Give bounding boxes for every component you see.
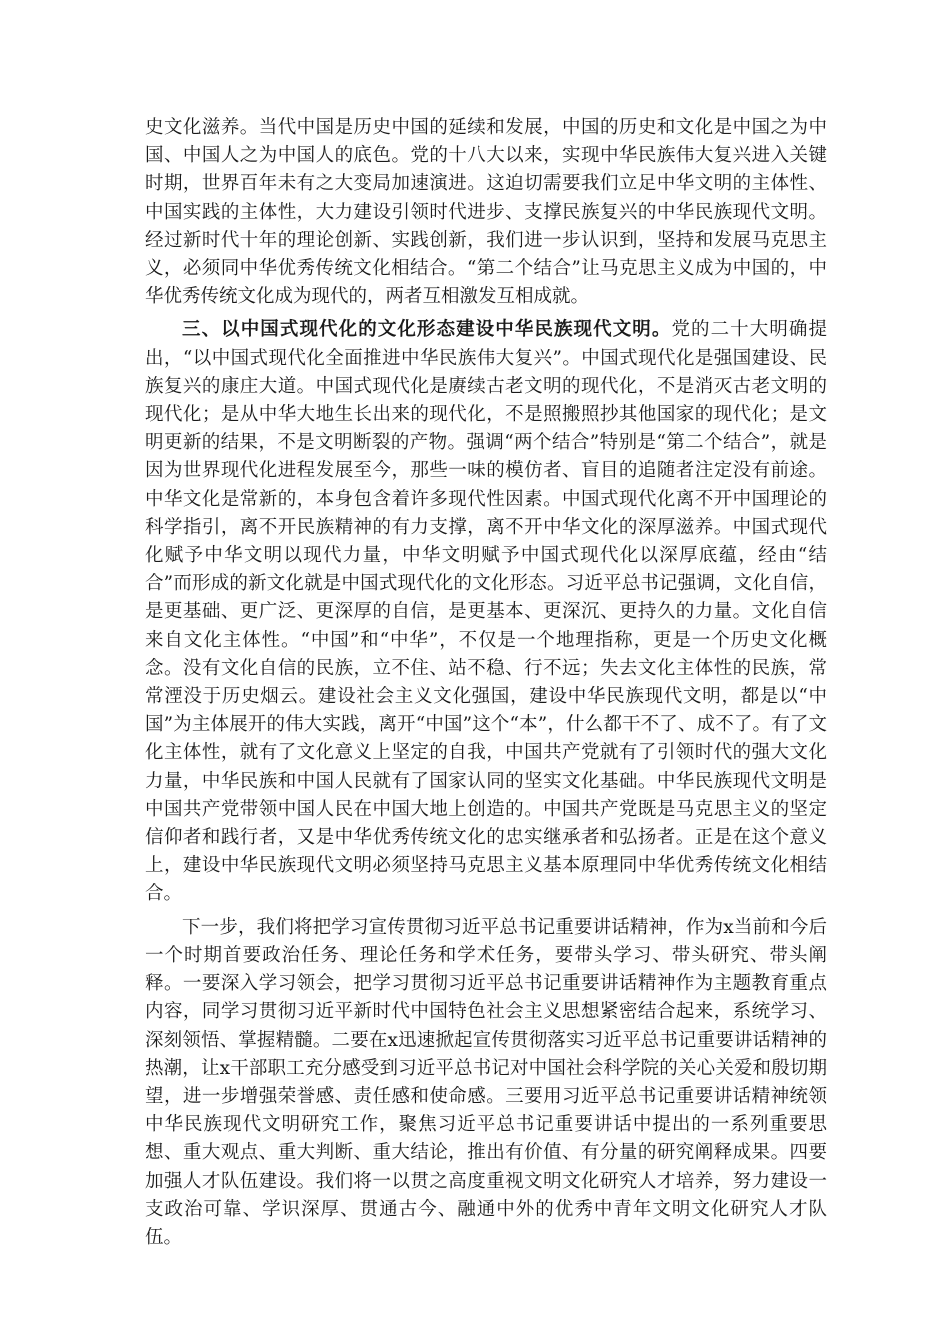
paragraph-text: 下一步，我们将把学习宣传贯彻习近平总书记重要讲话精神，作为x当前和今后一个时期首要政治任务、理论任务和学术任务，要带头学习、带头研究、带头阐释。一要深入学习领会，把学习贯彻习近平总书记重要讲话精神作为主题教育重点内容，同学习贯彻习近平新时代中国特色社会主义思想紧密结合起来，系统学习、深刻领悟、掌握精髓。二要在x迅速掀起宣传贯彻落实习近平总书记重要讲话精神的热潮，让x干部职工充分感受到习近平总书记对中国社会科学院的关心关爱和殷切期望，进一步增强荣誉感、责任感和使命感。三要用习近平总书记重要讲话精神统领中华民族现代文明研究工作，聚焦习近平总书记重要讲话中提出的一系列重要思想、重大观点、重大判断、重大结论，推出有价值、有分量的研究阐释成果。四要加强人才队伍建设。我们将一以贯之高度重视文明文化研究人才培养，努力建设一支政治可靠、学识深厚、贯通古今、融通中外的优秀中青年文明文化研究人才队伍。 (145, 916, 827, 1248)
document-page (145, 114, 827, 1252)
paragraph-text: 党的二十大明确提出，“以中国式现代化全面推进中华民族伟大复兴”。中国式现代化是强国建设、民族复兴的康庄大道。中国式现代化是赓续古老文明的现代化，不是消灭古老文明的现代化；是从中华大地生长出来的现代化，不是照搬照抄其他国家的现代化；是文明更新的结果，不是文明断裂的产物。强调“两个结合”特别是“第二个结合”，就是因为世界现代化进程发展至今，那些一味的模仿者、盲目的追随者注定没有前途。中华文化是常新的，本身包含着许多现代性因素。中国式现代化离不开中国理论的科学指引，离不开民族精神的有力支撑，离不开中华文化的深厚滋养。中国式现代化赋予中华文明以现代力量，中华文明赋予中国式现代化以深厚底蕴，经由“结合”而形成的新文化就是中国式现代化的文化形态。习近平总书记强调，文化自信，是更基础、更广泛、更深厚的自信，是更基本、更深沉、更持久的力量。文化自信来自文化主体性。“中国”和“中华”，不仅是一个地理指称，更是一个历史文化概念。没有文化自信的民族，立不住、站不稳、行不远；失去文化主体性的民族，常常湮没于历史烟云。建设社会主义文化强国，建设中华民族现代文明，都是以“中国”为主体展开的伟大实践，离开“中国”这个“本”，什么都干不了、成不了。有了文化主体性，就有了文化意义上坚定的自我，中国共产党就有了引领时代的强大文化力量，中华民族和中国人民就有了国家认同的坚实文化基础。中华民族现代文明是中国共产党带领中国人民在中国大地上创造的。中国共产党既是马克思主义的坚定信仰者和践行者，又是中华优秀传统文化的忠实继承者和弘扬者。正是在这个意义上，建设中华民族现代文明必须坚持马克思主义基本原理同中华优秀传统文化相结合。 (145, 319, 827, 905)
paragraph-next-steps (145, 914, 827, 1252)
paragraph-text: 史文化滋养。当代中国是历史中国的延续和发展，中国的历史和文化是中国之为中国、中国人之为中国人的底色。党的十八大以来，实现中华民族伟大复兴进入关键时期，世界百年未有之大变局加速演进。这迫切需要我们立足中华文明的主体性、中国实践的主体性，大力建设引领时代进步、支撑民族复兴的中华民族现代文明。经过新时代十年的理论创新、实践创新，我们进一步认识到，坚持和发展马克思主义，必须同中华优秀传统文化相结合。“第二个结合”让马克思主义成为中国的，中华优秀传统文化成为现代的，两者互相激发互相成就。 (145, 117, 827, 308)
paragraph-section-three (145, 316, 827, 908)
section-heading: 三、以中国式现代化的文化形态建设中华民族现代文明。 (182, 319, 672, 341)
paragraph-continuation (145, 114, 827, 311)
